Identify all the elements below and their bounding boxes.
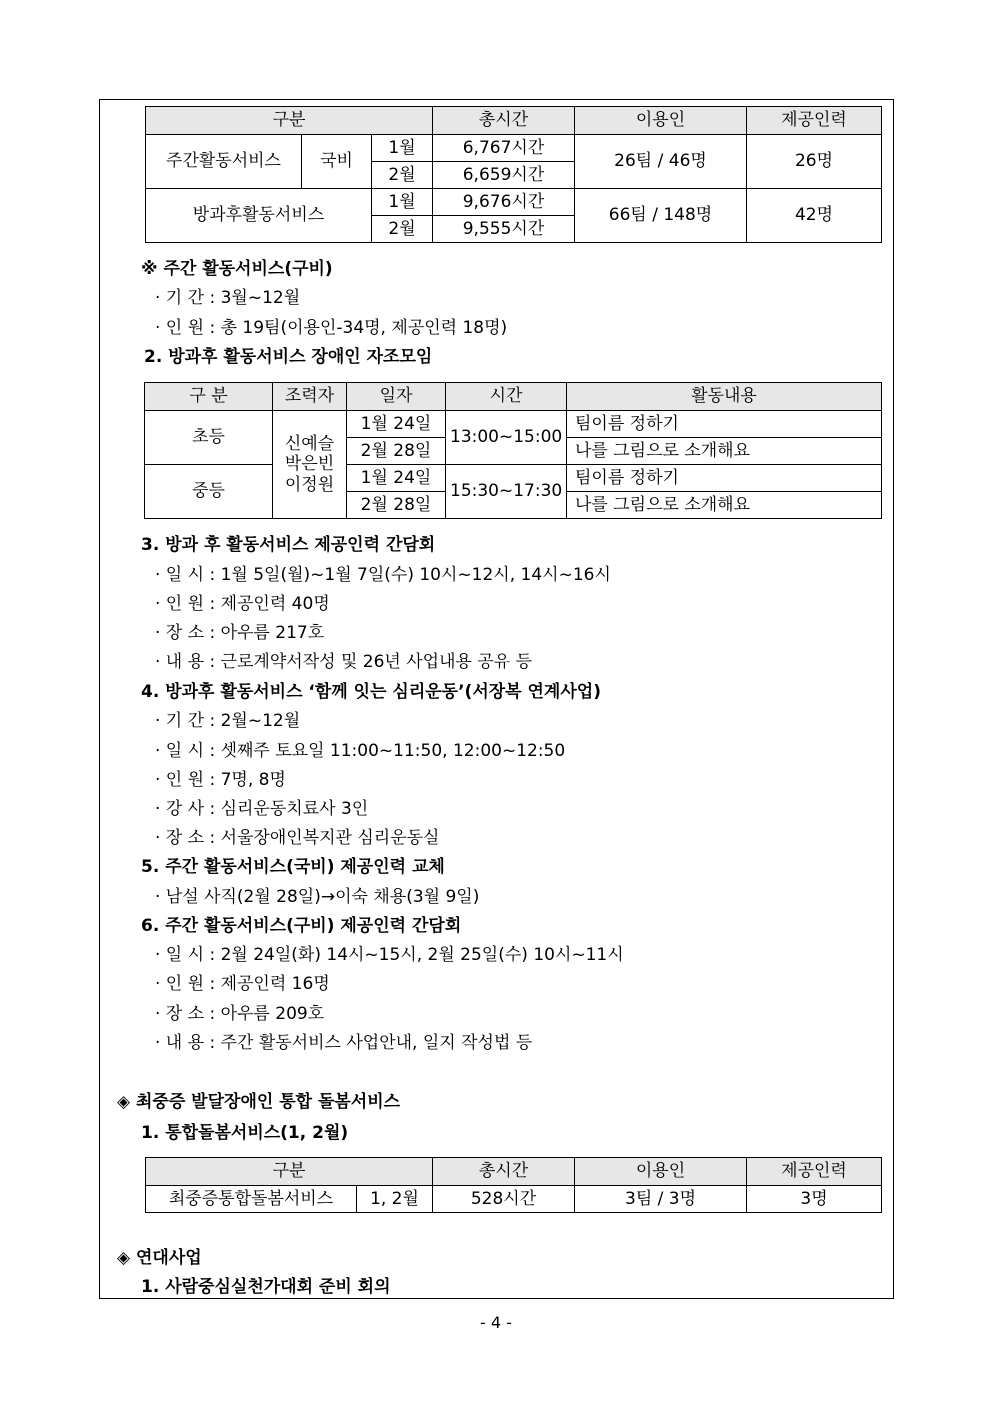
helpers-cell (273, 411, 347, 519)
helper-name: 이정원 (284, 474, 335, 495)
group-name: 초등 (145, 411, 273, 465)
section-6-title: 6. 주간 활동서비스(구비) 제공인력 간담회 (141, 916, 462, 936)
row-date: 2월 28일 (347, 438, 446, 465)
section-3-title: 3. 방과 후 활동서비스 제공인력 간담회 (141, 535, 436, 555)
header-total-hours: 총시간 (433, 107, 575, 135)
section-6-item: · 일 시 : 2월 24일(화) 14시~15시, 2월 25일(수) 10시~11시 (155, 945, 624, 965)
section-5-item: · 남설 사직(2월 28일)→이숙 채용(3월 9일) (155, 887, 480, 907)
row-month: 1월 (372, 135, 433, 162)
header-activity: 활동내용 (567, 383, 882, 411)
helper-name: 박은빈 (284, 454, 335, 475)
self-help-table (144, 382, 882, 519)
section-5-title: 5. 주간 활동서비스(국비) 제공인력 교체 (141, 857, 445, 877)
section-6-item: · 내 용 : 주간 활동서비스 사업안내, 일지 작성법 등 (155, 1033, 533, 1053)
header-time: 시간 (446, 383, 567, 411)
row-date: 2월 28일 (347, 492, 446, 519)
section-4-item: · 일 시 : 셋째주 토요일 11:00~11:50, 12:00~12:50 (155, 741, 566, 761)
row-service: 최중증통합돌봄서비스 (146, 1186, 357, 1213)
note-title: ※ 주간 활동서비스(구비) (141, 259, 333, 279)
header-users: 이용인 (575, 107, 747, 135)
section-4-item: · 기 간 : 2월~12월 (155, 711, 301, 731)
row-service: 주간활동서비스 (146, 135, 302, 189)
service-hours-table (145, 106, 882, 243)
header-category: 구분 (146, 107, 433, 135)
row-hours: 6,767시간 (433, 135, 575, 162)
row-activity: 나를 그림으로 소개해요 (567, 492, 882, 519)
header-category: 구분 (146, 1158, 433, 1186)
integrated-care-table (145, 1157, 882, 1213)
row-funding: 국비 (302, 135, 372, 189)
section-6-item: · 장 소 : 아우름 209호 (155, 1004, 325, 1024)
section-4-item: · 장 소 : 서울장애인복지관 심리운동실 (155, 828, 440, 848)
section-6-item: · 인 원 : 제공인력 16명 (155, 974, 330, 994)
row-hours: 9,555시간 (433, 216, 575, 243)
header-staff: 제공인력 (747, 107, 882, 135)
solidarity-heading: ◈ 연대사업 (117, 1248, 202, 1268)
section-2-title: 2. 방과후 활동서비스 장애인 자조모임 (144, 347, 433, 367)
header-staff: 제공인력 (747, 1158, 882, 1186)
section-4-item: · 인 원 : 7명, 8명 (155, 770, 286, 790)
section-4-title: 4. 방과후 활동서비스 ‘함께 잇는 심리운동’(서장복 연계사업) (141, 682, 601, 702)
row-hours: 6,659시간 (433, 162, 575, 189)
row-activity: 나를 그림으로 소개해요 (567, 438, 882, 465)
section-3-item: · 일 시 : 1월 5일(월)~1월 7일(수) 10시~12시, 14시~16시 (155, 565, 611, 585)
row-date: 1월 24일 (347, 411, 446, 438)
row-staff: 42명 (747, 189, 882, 243)
section-3-item: · 장 소 : 아우름 217호 (155, 623, 325, 643)
header-category: 구 분 (145, 383, 273, 411)
row-time: 15:30~17:30 (446, 465, 567, 519)
header-users: 이용인 (575, 1158, 747, 1186)
row-month: 1월 (372, 189, 433, 216)
row-staff: 26명 (747, 135, 882, 189)
header-helper: 조력자 (273, 383, 347, 411)
page-number: - 4 - (480, 1313, 512, 1332)
section-3-item: · 인 원 : 제공인력 40명 (155, 594, 330, 614)
row-users: 3팀 / 3명 (575, 1186, 747, 1213)
row-hours: 9,676시간 (433, 189, 575, 216)
row-activity: 팀이름 정하기 (567, 411, 882, 438)
group-name: 중등 (145, 465, 273, 519)
care-subheading: 1. 통합돌봄서비스(1, 2월) (141, 1123, 349, 1143)
helper-name: 신예슬 (284, 433, 335, 454)
header-total-hours: 총시간 (433, 1158, 575, 1186)
section-3-item: · 내 용 : 근로계약서작성 및 26년 사업내용 공유 등 (155, 652, 532, 672)
row-time: 13:00~15:00 (446, 411, 567, 465)
section-4-item: · 강 사 : 심리운동치료사 3인 (155, 799, 369, 819)
note-item: · 기 간 : 3월~12월 (155, 288, 301, 308)
row-staff: 3명 (747, 1186, 882, 1213)
header-date: 일자 (347, 383, 446, 411)
row-month: 2월 (372, 162, 433, 189)
care-heading: ◈ 최중증 발달장애인 통합 돌봄서비스 (117, 1092, 401, 1112)
note-item: · 인 원 : 총 19팀(이용인-34명, 제공인력 18명) (155, 318, 508, 338)
row-users: 66팀 / 148명 (575, 189, 747, 243)
row-service: 방과후활동서비스 (146, 189, 372, 243)
row-period: 1, 2월 (357, 1186, 433, 1213)
row-users: 26팀 / 46명 (575, 135, 747, 189)
row-hours: 528시간 (433, 1186, 575, 1213)
row-month: 2월 (372, 216, 433, 243)
row-activity: 팀이름 정하기 (567, 465, 882, 492)
solidarity-subheading: 1. 사람중심실천가대회 준비 회의 (141, 1277, 391, 1297)
row-date: 1월 24일 (347, 465, 446, 492)
